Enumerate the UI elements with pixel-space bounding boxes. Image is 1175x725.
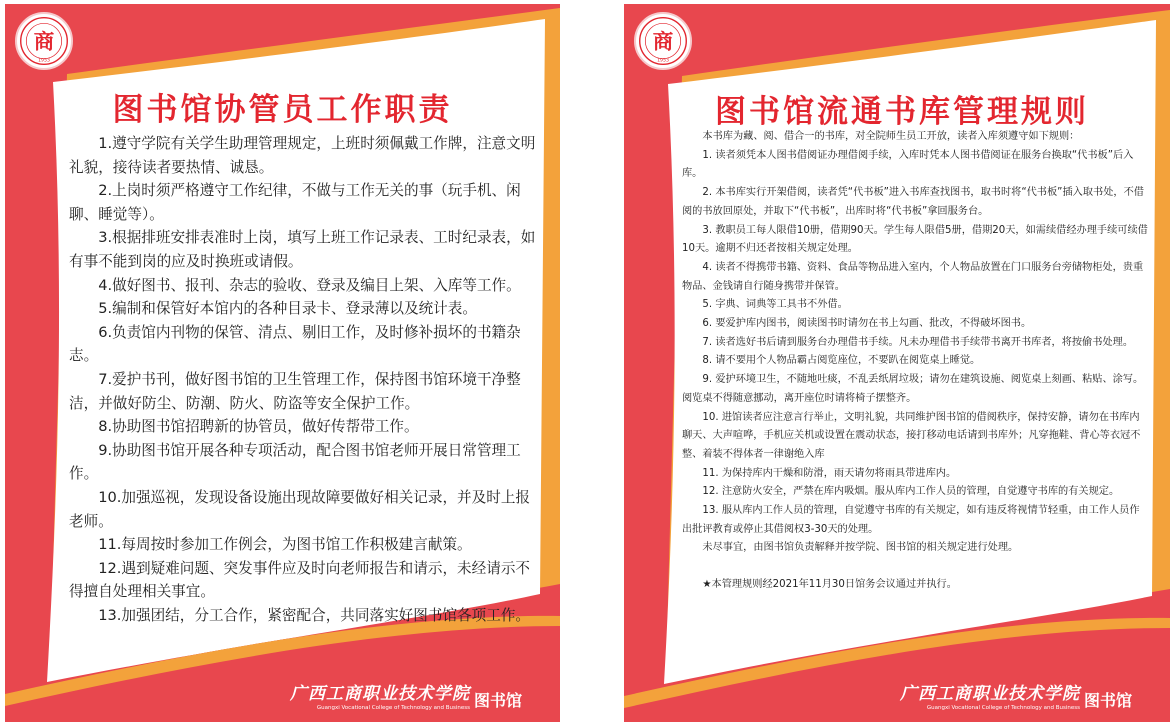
duty-item: 1.遵守学院有关学生助理管理规定，上班时须佩戴工作牌，注意文明礼貌，接待读者要热情、诚恳。: [69, 135, 536, 176]
school-name-en: Guangxi Vocational College of Technology and Business: [926, 705, 1080, 711]
right-poster-rules: [682, 128, 1148, 595]
poster-right: [624, 4, 1170, 722]
school-name-cn: 广西工商职业技术学院: [289, 684, 470, 704]
rule-item: 2. 本书库实行开架借阅，读者凭“代书板”进入书库查找图书，取书时将“代书板”插入取书处，不借阅的书放回原处，并取下“代书板”，出库时将“代书板”拿回服务台。: [682, 187, 1144, 217]
school-logo: [634, 12, 692, 70]
right-footer: [900, 684, 1132, 712]
rule-item: 未尽事宜，由图书馆负责解释并按学院、图书馆的相关规定进行处理。: [702, 542, 1019, 554]
school-logo: [15, 12, 73, 70]
rule-item: 11. 为保持库内干燥和防滑，雨天请勿将雨具带进库内。: [702, 467, 957, 479]
school-name-block: [290, 684, 470, 712]
duty-item: 2.上岗时须严格遵守工作纪律，不做与工作无关的事（玩手机、闲聊、睡觉等）。: [69, 182, 521, 223]
left-footer: [290, 684, 522, 712]
duty-item: 10.加强巡视，发现设备设施出现故障要做好相关记录，并及时上报老师。: [69, 488, 531, 530]
poster-left: [5, 4, 560, 722]
rules-note: ★本管理规则经2021年11月30日馆务会议通过并执行。: [702, 579, 957, 591]
logo-year: 1953: [38, 58, 50, 64]
left-poster-title: 图书馆协管员工作职责: [112, 92, 453, 128]
school-name-en: Guangxi Vocational College of Technology and Business: [316, 705, 470, 711]
duty-item: 5.编制和保管好本馆内的各种目录卡、登录薄以及统计表。: [98, 300, 477, 318]
rule-item: 5. 字典、词典等工具书不外借。: [702, 299, 848, 311]
logo-character: 商: [33, 29, 55, 54]
school-name-block: [900, 684, 1080, 712]
rule-item: 4. 读者不得携带书籍、资料、食品等物品进入室内，个人物品放置在门口服务台旁储物柜处，贵重物品、金钱请自行随身携带并保管。: [682, 261, 1144, 292]
duty-item: 6.负责馆内刊物的保管、清点、剔旧工作，及时修补损坏的书籍杂志。: [69, 323, 521, 365]
rules-intro: 本书库为藏、阅、借合一的书库，对全院师生员工开放，读者入库须遵守如下规则：: [702, 131, 1080, 142]
right-poster-title: 图书馆流通书库管理规则: [715, 94, 1089, 130]
logo-character: 商: [652, 29, 674, 54]
rule-item: 6. 要爱护库内图书，阅读图书时请勿在书上勾画、批改，不得破坏图书。: [702, 318, 1032, 330]
duty-item: 8.协助图书馆招聘新的协管员，做好传帮带工作。: [98, 418, 419, 436]
rule-item: 1. 读者须凭本人图书借阅证办理借阅手续，入库时凭本人图书借阅证在服务台换取“代书板”后入库。: [682, 149, 1134, 180]
duty-item: 7.爱护书刊，做好图书馆的卫生管理工作，保持图书馆环境干净整洁，并做好防尘、防潮、防火、防盗等安全保护工作。: [69, 370, 521, 412]
left-poster-rules: [69, 132, 537, 627]
library-label: 图书馆: [1083, 691, 1132, 710]
duty-item: 11.每周按时参加工作例会，为图书馆工作积极建言献策。: [98, 536, 472, 554]
rule-item: 8. 请不要用个人物品霸占阅览座位，不要趴在阅览桌上睡觉。: [702, 355, 981, 367]
duty-item: 9.协助图书馆开展各种专项活动，配合图书馆老师开展日常管理工作。: [69, 441, 521, 483]
rule-item: 13. 服从库内工作人员的管理，自觉遵守书库的有关规定，如有违反将视情节轻重，由工作人员作出批评教育或停止其借阅权3-30天的处理。: [682, 505, 1140, 535]
rule-item: 10. 进馆读者应注意言行举止，文明礼貌，共同维护图书馆的借阅秩序，保持安静，请勿在书库内聊天、大声喧哗，手机应关机或设置在震动状态，接打移动电话请到书库外；凡穿拖鞋、背心等衣冠不整、着装不得体者一律谢绝入库: [682, 411, 1141, 460]
rule-item: 9. 爱护环境卫生，不随地吐痰，不乱丢纸屑垃圾；请勿在建筑设施、阅览桌上刻画、粘贴、涂写。阅览桌不得随意挪动，离开座位时请将椅子摆整齐。: [682, 374, 1144, 404]
duty-item: 13.加强团结，分工合作，紧密配合，共同落实好图书馆各项工作。: [98, 606, 531, 624]
rule-item: 3. 教职员工每人限借10册，借期90天。学生每人限借5册，借期20天，如需续借经办理手续可续借10天。逾期不归还者按相关规定处理。: [682, 224, 1148, 255]
logo-year: 1953: [657, 58, 669, 64]
library-label: 图书馆: [473, 691, 522, 710]
school-name-cn: 广西工商职业技术学院: [899, 684, 1080, 704]
duty-item: 4.做好图书、报刊、杂志的验收、登录及编目上架、入库等工作。: [98, 276, 521, 294]
duty-item: 3.根据排班安排表准时上岗，填写上班工作记录表、工时纪录表，如有事不能到岗的应及时换班或请假。: [69, 229, 536, 270]
rule-item: 7. 读者选好书后请到服务台办理借书手续。凡未办理借书手续带书离开书库者，将按偷书处理。: [702, 336, 1134, 348]
duty-item: 12.遇到疑难问题、突发事件应及时向老师报告和请示，未经请示不得擅自处理相关事宜。: [69, 559, 531, 601]
rule-item: 12. 注意防火安全，严禁在库内吸烟。服从库内工作人员的管理，自觉遵守书库的有关规定。: [702, 486, 1120, 498]
